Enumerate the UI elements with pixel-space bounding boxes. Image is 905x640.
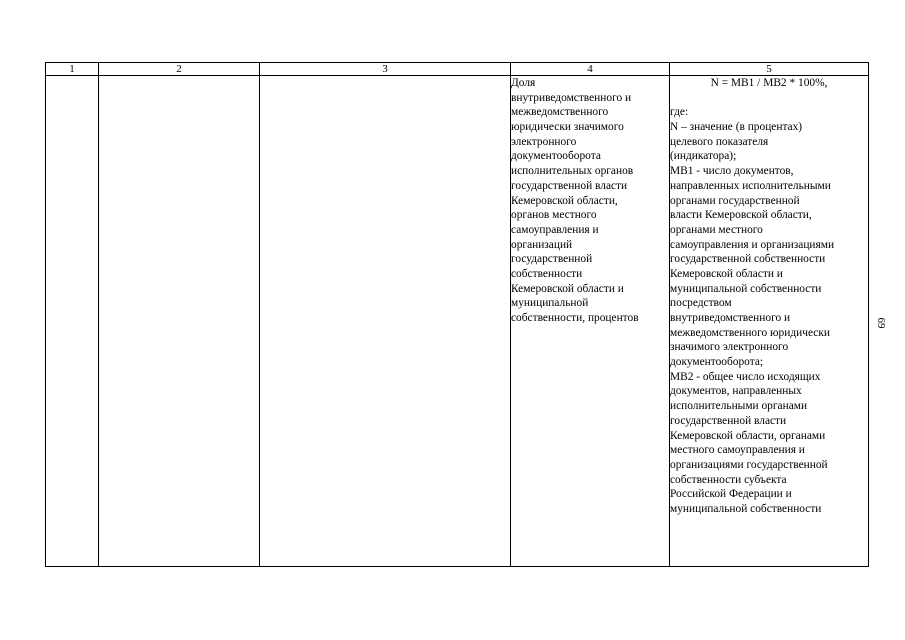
formula-description-line: местного самоуправления и — [670, 444, 805, 457]
formula-description-line: документооборота; — [670, 356, 764, 369]
formula-description-line: Кемеровской области и — [670, 267, 783, 280]
formula-description-line — [670, 91, 868, 106]
indicator-name-line: документооборота — [511, 150, 601, 163]
formula-description-line: исполнительными органами — [670, 400, 808, 413]
formula-description-line: где: — [670, 106, 689, 119]
formula-description-line: целевого показателя — [670, 135, 769, 148]
formula-description-line: Кемеровской области, органами — [670, 429, 826, 442]
formula-description-line: посредством — [670, 297, 732, 310]
cell-col2 — [99, 76, 260, 567]
cell-col3 — [260, 76, 511, 567]
formula-description-line: муниципальной собственности — [670, 282, 822, 295]
formula-description-line: (индикатора); — [670, 150, 737, 163]
formula-description-line: МВ2 - общее число исходящих — [670, 370, 821, 383]
formula-description-line: муниципальной собственности — [670, 502, 822, 515]
indicator-name-line: электронного — [511, 135, 577, 148]
indicator-name-line: органов местного — [511, 209, 597, 222]
formula-description-line: государственной власти — [670, 414, 787, 427]
column-number-2: 2 — [99, 63, 260, 76]
indicator-name-cell — [511, 76, 670, 567]
column-number-1: 1 — [46, 63, 99, 76]
indicator-table — [45, 62, 869, 567]
indicator-name-line: исполнительных органов — [511, 165, 634, 178]
indicator-name-line: межведомственного — [511, 106, 609, 119]
formula-description-line: внутриведомственного и — [670, 312, 791, 324]
formula-description-line: МВ1 - число документов, — [670, 165, 794, 178]
indicator-name-line: муниципальной — [511, 297, 589, 310]
formula-description-line: власти Кемеровской области, — [670, 209, 812, 222]
indicator-name-line: собственности, процентов — [511, 312, 639, 324]
indicator-name-line: Кемеровской области, — [511, 194, 618, 207]
indicator-name-line: внутриведомственного и — [511, 91, 632, 104]
formula-description-line: документов, направленных — [670, 385, 802, 398]
indicator-name-line: государственной — [511, 253, 593, 266]
table-header-row — [46, 63, 869, 76]
formula-description-line: Российской Федерации и — [670, 488, 792, 501]
indicator-name-line: организаций — [511, 238, 573, 251]
indicator-name-line: Доля — [511, 77, 536, 89]
page-number: 69 — [875, 317, 887, 329]
formula-description-line: N – значение (в процентах) — [670, 121, 803, 134]
formula-description-line: органами государственной — [670, 194, 800, 207]
formula-description-line: организациями государственной — [670, 458, 828, 471]
formula-description-line: собственности субъекта — [670, 473, 787, 486]
formula-description-line: значимого электронного — [670, 341, 789, 354]
indicator-name-line: Кемеровской области и — [511, 282, 624, 295]
table-row — [46, 76, 869, 567]
column-number-5: 5 — [670, 63, 869, 76]
indicator-name-line: государственной власти — [511, 179, 628, 192]
column-number-3: 3 — [260, 63, 511, 76]
formula: N = MB1 / MB2 * 100%, — [710, 77, 828, 89]
formula-description-line: межведомственного юридически — [670, 326, 830, 339]
cell-col1 — [46, 76, 99, 567]
column-number-4: 4 — [511, 63, 670, 76]
indicator-name-line: юридически значимого — [511, 121, 624, 134]
formula-description-line: направленных исполнительными — [670, 179, 831, 192]
formula-description-line: самоуправления и организациями — [670, 238, 835, 251]
indicator-name-line: самоуправления и — [511, 223, 599, 236]
formula-cell — [670, 76, 869, 567]
indicator-name-line: собственности — [511, 267, 583, 280]
formula-description-line: государственной собственности — [670, 253, 826, 266]
formula-description-line: органами местного — [670, 223, 763, 236]
